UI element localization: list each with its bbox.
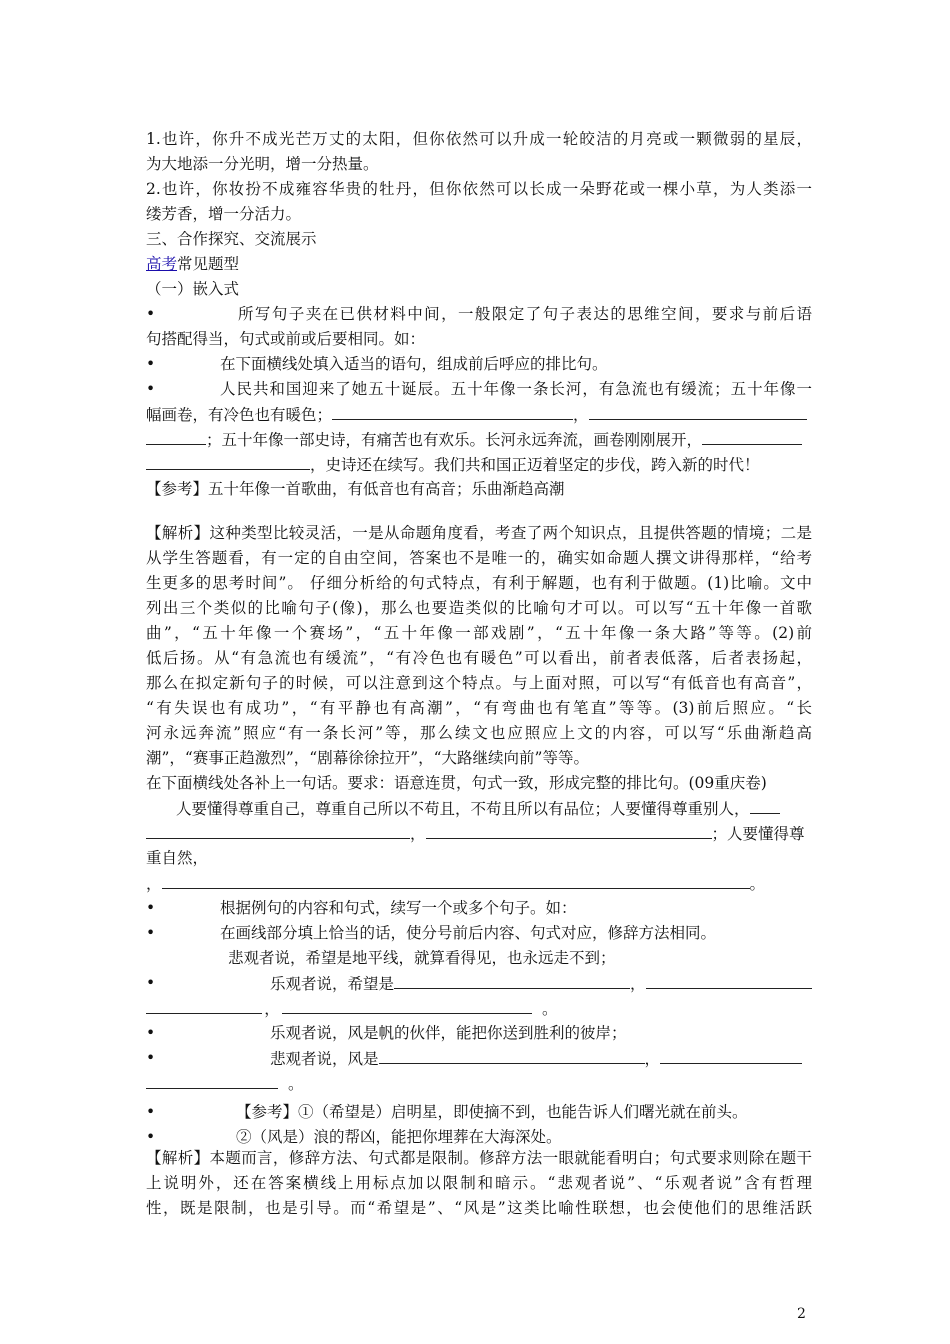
- fill-blank[interactable]: [394, 971, 630, 989]
- reference-answer-1: 【参考】五十年像一首歌曲，有低音也有高音；乐曲渐趋高潮: [146, 480, 565, 498]
- text-seg: ，: [410, 825, 426, 843]
- bullet-3-line-b: [146, 402, 812, 427]
- bullet-text: 乐观者说，风是帆的伙伴，能把你送到胜利的彼岸；: [270, 1024, 627, 1042]
- text-seg: ，史诗还在续写。我们共和国正迈着坚定的步伐，跨入新的时代！: [310, 456, 760, 474]
- section-heading: 三、合作探究、交流展示: [146, 230, 317, 248]
- intro-line-2b: 缕芳香，增一分活力。: [146, 205, 302, 223]
- fill-blank[interactable]: [162, 871, 750, 889]
- bullet-2-text: 在下面横线处填入适当的语句，组成前后呼应的排比句。: [220, 355, 608, 373]
- fill-blank[interactable]: [750, 796, 780, 814]
- intro-line-2a: 2.也许，你妆扮不成雍容华贵的牡丹，但你依然可以长成一朵野花或一棵小草，为人类添一: [146, 180, 812, 198]
- intro-line-1a: 1.也许，你升不成光芒万丈的太阳，但你依然可以升成一轮皎洁的月亮或一颗微弱的星辰，: [146, 130, 812, 148]
- text-seg: ；人要懂得尊: [711, 825, 805, 843]
- text-seg: 乐观者说，希望是: [270, 975, 395, 993]
- fill-blank[interactable]: [146, 452, 310, 470]
- bullet-item-1: [146, 302, 812, 327]
- bullet-3-text: 人民共和国迎来了她五十诞辰。五十年像一条长河，有急流也有缓流；五十年像一: [220, 380, 812, 398]
- analysis-line: 低后扬。从“有急流也有缓流”，“有冷色也有暖色”可以看出，前者表低落，后者表扬起，: [146, 649, 812, 667]
- bullet-symbol: •: [146, 924, 156, 942]
- text-seg: ，: [146, 875, 162, 893]
- bullet-text: 在画线部分填上恰当的话，使分号前后内容、句式对应，修辞方法相同。: [220, 924, 717, 942]
- exercise-instruction: 在下面横线处各补上一句话。要求：语意连贯，句式一致，形成完整的排比句。(09重庆卷): [146, 774, 767, 792]
- fill-blank[interactable]: [146, 427, 206, 445]
- bullet-text: ②（风是）浪的帮凶，能把你埋葬在大海深处。: [236, 1128, 562, 1146]
- fill-blank[interactable]: [660, 1046, 802, 1064]
- analysis-line: 生更多的思考时间”。 仔细分析给的句式特点，有利于解题，也有利于做题。(1)比喻。文中: [146, 574, 812, 592]
- text-seg: 悲观者说，风是: [270, 1050, 379, 1068]
- bullet-text-c6: [270, 1046, 802, 1071]
- fill-blank[interactable]: [589, 402, 807, 420]
- bullet-item-c4: [146, 971, 812, 996]
- fill-blank[interactable]: [426, 821, 712, 839]
- text-seg: 。: [288, 1075, 304, 1093]
- bullet-symbol: •: [146, 899, 156, 917]
- exercise-line-3: 重自然，: [146, 849, 209, 867]
- fill-blank[interactable]: [282, 996, 532, 1014]
- bullet-symbol: •: [146, 1128, 156, 1146]
- fill-blank[interactable]: [332, 402, 573, 420]
- text-seg: ，: [573, 406, 589, 424]
- bullet-item-c2: [146, 921, 812, 946]
- text-seg: ，: [264, 1000, 280, 1018]
- bullet-c6-cont: [146, 1071, 812, 1096]
- bullet-item-c5: [146, 1021, 812, 1046]
- bullet-symbol: •: [146, 380, 156, 398]
- analysis-line: 【解析】这种类型比较灵活，一是从命题角度看，考查了两个知识点，且提供答题的情境；二是: [146, 524, 812, 542]
- heading-rest: 常见题型: [177, 255, 240, 273]
- bullet-symbol: •: [146, 355, 156, 373]
- analysis-block-2: [146, 1146, 812, 1221]
- fill-blank[interactable]: [379, 1046, 645, 1064]
- analysis-line: “有失误也有成功”，“有平静也有高潮”，“有弯曲也有笔直”等等。(3)前后照应。“长: [146, 699, 812, 717]
- bullet-item-c3: [146, 946, 812, 971]
- text-seg: 人要懂得尊重自己，尊重自己所以不苟且，不苟且所以有品位；人要懂得尊重别人，: [176, 800, 750, 818]
- bullets-block-2: [146, 896, 812, 1150]
- bullet-symbol: •: [146, 1024, 156, 1042]
- analysis-line: 潮”，“赛事正趋激烈”，“剧幕徐徐拉开”，“大路继续向前”等等。: [146, 749, 589, 767]
- analysis-line: 曲”，“五十年像一个赛场”，“五十年像一部戏剧”，“五十年像一条大路”等等。(2)前: [146, 624, 812, 642]
- exercise-line-2: [146, 821, 812, 846]
- bullet-text: 悲观者说，希望是地平线，就算看得见，也永远走不到；: [228, 949, 616, 967]
- analysis2-line: 性，既是限制，也是引导。而“希望是”、“风是”这类比喻性联想，也会使他们的思维活跃: [146, 1199, 812, 1217]
- text-seg: ，: [630, 975, 646, 993]
- analysis-block-1: [146, 521, 812, 771]
- analysis-line: 那么在拟定新句子的时候，可以注意到这个特点。与上面对照，可以写“有低音也有高音”，: [146, 674, 812, 692]
- bullet-item-3: [146, 377, 812, 402]
- question-type-heading: [146, 252, 812, 277]
- exercise-line-1: [146, 796, 812, 821]
- bullet-text-c4: [270, 971, 812, 996]
- bullet-item-c6: [146, 1046, 812, 1071]
- bullet-item-c1: [146, 896, 812, 921]
- text-seg: 。: [749, 875, 766, 893]
- analysis2-line: 上说明外，还在答案横线上用标点加以限制和暗示。“悲观者说”、“乐观者说”含有哲理: [146, 1174, 812, 1192]
- page-number: 2: [797, 1306, 806, 1322]
- text-seg: ，: [644, 1050, 661, 1068]
- bullet-text: 【参考】①（希望是）启明星，即使摘不到，也能告诉人们曙光就在前头。: [236, 1103, 748, 1121]
- intro-block: [146, 127, 812, 302]
- exercise-block-2: [146, 771, 812, 896]
- fill-blank[interactable]: [646, 971, 812, 989]
- intro-line-1b: 为大地添一分光明，增一分热量。: [146, 155, 379, 173]
- bullet-text: 根据例句的内容和句式，续写一个或多个句子。如：: [220, 899, 577, 917]
- text-seg: 幅画卷，有冷色也有暖色；: [146, 406, 333, 424]
- bullet-symbol: •: [146, 305, 156, 323]
- fill-blank[interactable]: [146, 996, 262, 1014]
- gaokao-link[interactable]: 高考: [146, 255, 178, 273]
- bullet-3-line-c: [146, 427, 812, 452]
- text-seg: ；五十年像一部史诗，有痛苦也有欢乐。长河永远奔流，画卷刚刚展开，: [206, 431, 703, 449]
- fill-blank[interactable]: [146, 821, 410, 839]
- bullets-block-1: [146, 302, 812, 502]
- text-seg: 。: [542, 1000, 558, 1018]
- bullet-symbol: •: [146, 1049, 156, 1067]
- analysis-line: 列出三个类似的比喻句子(像)，那么也要造类似的比喻句才可以。可以写“五十年像一首歌: [146, 599, 812, 617]
- subsection-heading: （一）嵌入式: [146, 280, 240, 298]
- bullet-1-text: 所写句子夹在已供材料中间，一般限定了句子表达的思维空间，要求与前后语: [238, 305, 812, 323]
- fill-blank[interactable]: [702, 427, 802, 445]
- analysis-line: 河永远奔流”照应“有一条长河”等，那么续文也应照应上文的内容，可以写“乐曲渐趋高: [146, 724, 812, 742]
- bullet-3-line-d: [146, 452, 812, 477]
- exercise-line-4: [146, 871, 812, 896]
- fill-blank[interactable]: [146, 1071, 278, 1089]
- bullet-c4-cont: [146, 996, 812, 1021]
- bullet-1-cont: 句搭配得当，句式或前或后要相同。如：: [146, 330, 426, 348]
- analysis-line: 从学生答题看，有一定的自由空间，答案也不是唯一的，确实如命题人撰文讲得那样，“给考: [146, 549, 812, 567]
- bullet-symbol: •: [146, 1103, 156, 1121]
- bullet-item-ref-a: [146, 1100, 812, 1125]
- bullet-symbol: •: [146, 974, 156, 992]
- analysis2-line: 【解析】本题而言，修辞方法、句式都是限制。修辞方法一眼就能看明白；句式要求则除在题干: [146, 1149, 812, 1167]
- bullet-item-2: [146, 352, 812, 377]
